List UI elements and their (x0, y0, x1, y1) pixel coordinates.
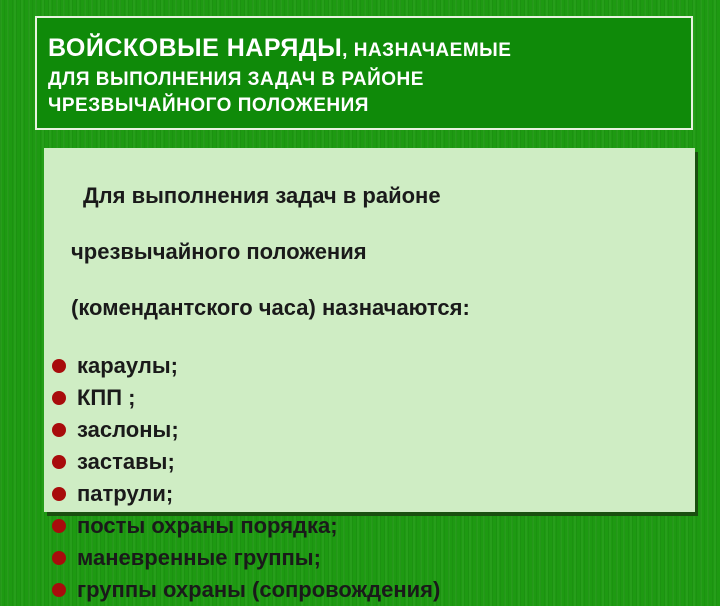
bullet-list (44, 350, 695, 606)
list-item (44, 478, 695, 510)
bullet-icon (52, 519, 66, 533)
list-item (44, 510, 695, 542)
intro-line-1: Для выполнения задач в районе (83, 183, 441, 208)
title-line-1 (48, 32, 691, 67)
list-item (44, 382, 695, 414)
intro-line-3: (комендантского часа) назначаются: (71, 295, 470, 320)
list-item-text: заставы; (77, 449, 175, 474)
list-item (44, 350, 695, 382)
bullet-icon (52, 487, 66, 501)
list-item-text: караулы; (77, 353, 178, 378)
bullet-icon (52, 455, 66, 469)
intro-line-2: чрезвычайного положения (71, 239, 367, 264)
bullet-icon (52, 583, 66, 597)
bullet-icon (52, 359, 66, 373)
list-item-text: патрули; (77, 481, 174, 506)
bullet-icon (52, 391, 66, 405)
list-item (44, 574, 695, 606)
list-item (44, 542, 695, 574)
list-item-text: КПП ; (77, 385, 136, 410)
list-item-text: заслоны; (77, 417, 179, 442)
content-box (44, 148, 695, 602)
bullet-icon (52, 551, 66, 565)
list-item-text: посты охраны порядка; (77, 513, 338, 538)
title-line-3: ЧРЕЗВЫЧАЙНОГО ПОЛОЖЕНИЯ (48, 95, 369, 116)
list-item (44, 446, 695, 478)
list-item (44, 414, 695, 446)
slide-title-box (35, 16, 693, 130)
title-rest: , НАЗНАЧАЕМЫЕ (342, 40, 512, 61)
bullet-icon (52, 423, 66, 437)
title-line-2: ДЛЯ ВЫПОЛНЕНИЯ ЗАДАЧ В РАЙОНЕ (48, 69, 424, 90)
title-main: ВОЙСКОВЫЕ НАРЯДЫ (48, 34, 343, 62)
list-item-text: группы охраны (сопровождения) (77, 577, 441, 602)
list-item-text: маневренные группы; (77, 545, 321, 570)
intro-text (71, 154, 695, 350)
